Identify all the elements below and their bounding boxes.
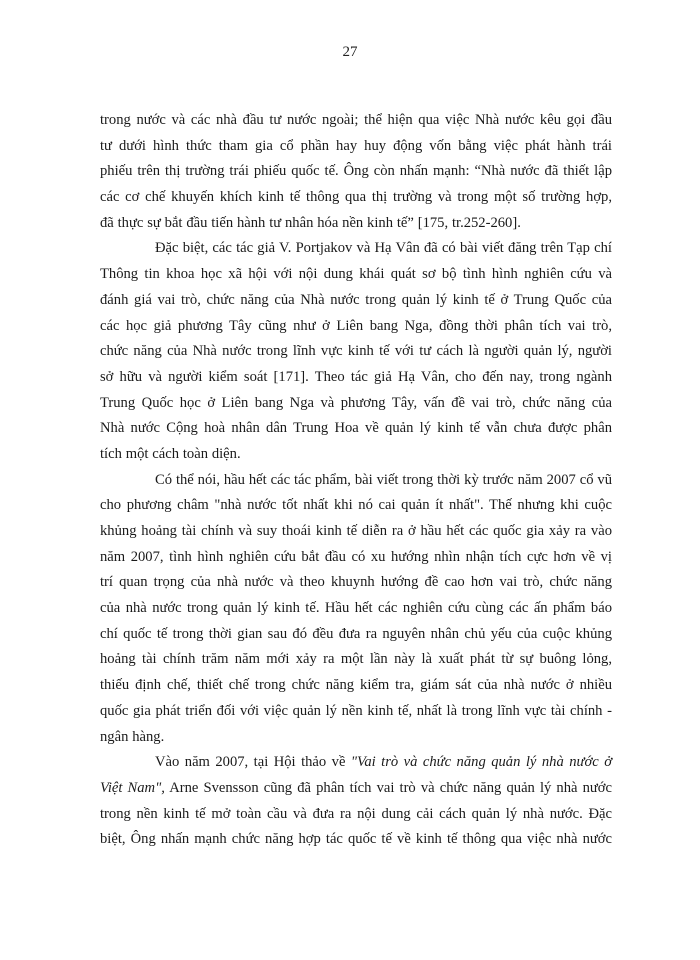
text-line [100,211,612,237]
text-line [100,493,612,519]
text-segment: hoảng tài chính trăm năm mới xảy ra một lần này là xuất phát từ sự buông lỏng, [100,651,612,668]
text-line [100,673,612,699]
text-segment: chí quốc tế trong thời gian sau đó đều đưa ra nguyên nhân chủ yếu của cuộc khủng [100,625,612,642]
text-segment: trí quan trọng của nhà nước và theo khuynh hướng đề cao hơn vai trò, chức năng [100,574,612,591]
text-segment: đánh giá vai trò, chức năng của Nhà nước trong quản lý kinh tế ở Trung Quốc của [100,291,612,308]
text-line [100,802,612,828]
text-segment: ngân hàng. [100,728,165,745]
text-line [100,416,612,442]
text-segment: năm 2007, tình hình nghiên cứu bắt đầu có xu hướng nhìn nhận tích cực hơn về vị [100,548,612,565]
text-segment: các cơ chế khuyến khích kinh tế thông qua thị trường và trong một số trường hợp, [100,189,612,206]
text-segment: Nhà nước Cộng hoà nhân dân Trung Hoa về quản lý kinh tế vẫn chưa được phân [100,420,612,437]
text-segment: tích một cách toàn diện. [100,445,241,462]
text-line [100,442,612,468]
text-segment: tư dưới hình thức tham gia cổ phần hay huy động vốn bằng việc phát hành trái [100,137,612,154]
text-segment: các học giả phương Tây cũng như ở Liên bang Nga, đồng thời phân tích vai trò, [100,317,612,334]
text-segment: trong nền kinh tế mở toàn cầu và đưa ra nội dung cải cách quản lý nhà nước. Đặc [100,805,612,822]
text-segment: biệt, Ông nhấn mạnh chức năng hợp tác quốc tế về kinh tế thông qua việc nhà nước [100,831,612,848]
text-line [100,647,612,673]
text-line [100,570,612,596]
text-line [100,391,612,417]
text-segment: trong nước và các nhà đầu tư nước ngoài; thể hiện qua việc Nhà nước kêu gọi đầu [100,112,612,128]
text-line [100,827,612,853]
text-line [100,108,612,134]
text-line [100,468,612,494]
text-line [100,288,612,314]
text-segment: thiếu định chế, thiết chế trong chức năng kiểm tra, giám sát của nhà nước ở nhiều [100,677,612,694]
text-segment: đã thực sự bắt đầu tiến hành tư nhân hóa nền kinh tế” [175, tr.252-260]. [100,214,521,231]
text-line [100,262,612,288]
text-line [100,519,612,545]
text-segment: chức năng của Nhà nước trong lĩnh vực kinh tế với tư cách là người quản lý, người [100,343,612,360]
text-line [100,596,612,622]
text-segment: Vào năm 2007, tại Hội thảo về [155,754,351,771]
text-line [100,545,612,571]
text-line [100,236,612,262]
text-segment: cho phương châm "nhà nước tốt nhất khi nó cai quản ít nhất". Thế nhưng khi cuộc [100,497,612,514]
text-line [100,159,612,185]
text-segment: Trung Quốc học ở Liên bang Nga và phương Tây, vấn đề vai trò, chức năng của [100,394,612,411]
text-segment: quốc gia phát triển đối với việc quản lý nền kinh tế, nhất là trong lĩnh vực tài chính - [100,702,612,719]
text-line [100,699,612,725]
text-line [100,365,612,391]
document-body [100,108,612,853]
text-segment: sở hữu và người kiểm soát [171]. Theo tác giả Hạ Vân, cho đến nay, trong ngành [100,368,612,385]
text-segment: phiếu trên thị trường trái phiếu quốc tế. Ông còn nhấn mạnh: “Nhà nước đã thiết lập [100,163,612,180]
text-segment-italic: "Vai trò và chức năng quản lý nhà nước ở [350,754,612,771]
text-segment: Arne Svensson cũng đã phân tích vai trò và chức năng quản lý nhà nước [164,779,612,796]
page-number: 27 [342,44,358,60]
text-segment: Có thể nói, hầu hết các tác phẩm, bài viết trong thời kỳ trước năm 2007 cổ vũ [155,471,612,488]
text-segment: khủng hoảng tài chính và suy thoái kinh tế diễn ra ở hầu hết các quốc gia xảy ra vào [100,523,612,539]
page [0,42,700,960]
text-line [100,134,612,160]
text-line [100,314,612,340]
text-line [100,622,612,648]
text-line [100,776,612,802]
text-segment: của nhà nước trong quản lý kinh tế. Hầu hết các nghiên cứu cùng các ấn phẩm báo [100,600,612,617]
text-segment-italic: Việt Nam", [100,779,165,796]
text-segment: Thông tin khoa học xã hội với nội dung khái quát sơ bộ tình hình nghiên cứu và [100,266,612,283]
text-line [100,185,612,211]
text-line [100,750,612,776]
text-segment: Đặc biệt, các tác giả V. Portjakov và Hạ Vân đã có bài viết đăng trên Tạp chí [155,240,612,257]
text-line [100,339,612,365]
text-line [100,725,612,751]
